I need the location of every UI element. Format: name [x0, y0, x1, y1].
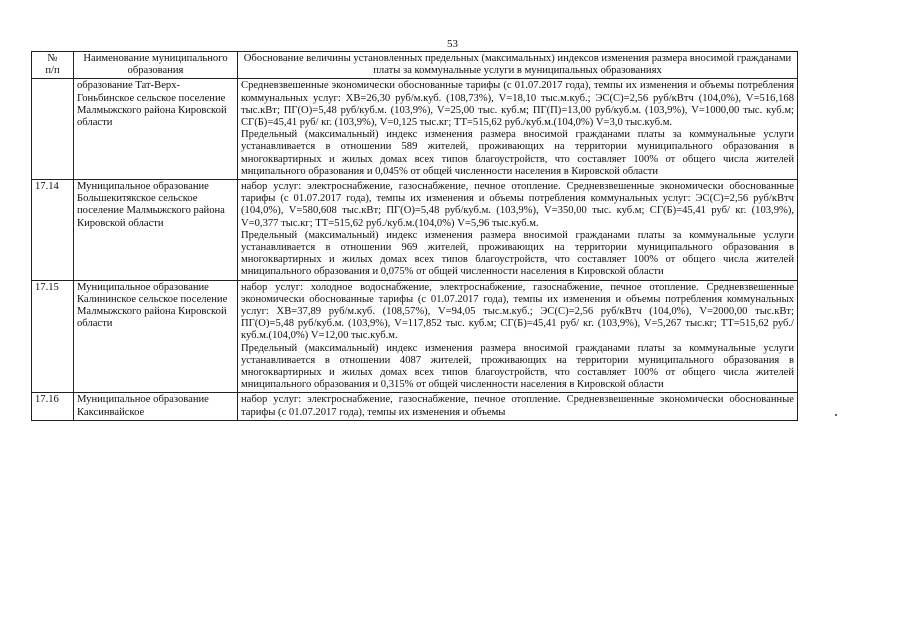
basis-tariffs: набор услуг: электроснабжение, газоснабжение, печное отопление. Средневзвешенные экономически обоснованные тарифы (с 01.07.2017 года), темпы их изменения и объемы — [241, 394, 794, 418]
row-basis — [238, 180, 798, 281]
scan-speck — [835, 414, 837, 416]
row-num: 17.14 — [32, 180, 74, 281]
header-num: № п/п — [32, 52, 74, 79]
table-row — [32, 79, 798, 180]
page-number: 53 — [447, 38, 458, 50]
row-name: Муниципальное образование Калининское сельское поселение Малмыжского района Кировской области — [74, 280, 238, 393]
basis-tariffs: Средневзвешенные экономически обоснованные тарифы (с 01.07.2017 года), темпы их изменения и объемы потребления коммунальных услуг: ХВ=26,30 руб/м.куб. (108,73%), V=18,10 тыс.м.куб.; ЭС(С)=2,56 руб/кВтч (104,0%), V=516,168 тыс.кВт; ПГ(О)=5,48 руб/куб.м. (103,9%), V=25,00 тыс. куб.м; ПГ(П)=13,00 руб/куб.м. (103,9%), V=1000,00 тыс. куб.м; СГ(Б)=45,41 руб/ кг. (103,9%), V=0,125 тыс.кг; ТТ=515,62 руб./куб.м.(104,0%) V=3,0 тыс.куб.м. — [241, 80, 794, 129]
tariff-table — [31, 51, 798, 421]
header-name: Наименование муниципального образования — [74, 52, 238, 79]
basis-tariffs: набор услуг: электроснабжение, газоснабжение, печное отопление. Средневзвешенные экономически обоснованные тарифы (с 01.07.2017 года), темпы их изменения и объемы потребления коммунальных услуг: ЭС(С)=2,56 руб/кВтч (104,0%), V=580,608 тыс.кВт; ПГ(О)=5,48 руб/куб.м. (103,9%), V=350,00 тыс. куб.м; СГ(Б)=45,41 руб/ кг. (103,9%), V=0,377 тыс.кг; ТТ=515,62 руб./куб.м.(104,0%) V=5,96 тыс.куб.м. — [241, 181, 794, 229]
row-name: Муниципальное образование Большекитякское сельское поселение Малмыжского района Кировской области — [74, 180, 238, 281]
row-basis — [238, 393, 798, 420]
table-row — [32, 393, 798, 420]
basis-index: Предельный (максимальный) индекс изменения размера вносимой гражданами платы за коммунальные услуги устанавливается в отношении 4087 жителей, проживающих на территории муниципального образования в многоквартирных и жилых домах всех типов благоустройств, что составляет 100% от общего числа жителей мниципального образования и 0,315% от общей численности населения в Кировской области — [241, 342, 794, 391]
basis-index: Предельный (максимальный) индекс изменения размера вносимой гражданами платы за коммунальные услуги устанавливается в отношении 969 жителей, проживающих на территории муниципального образования в многоквартирных и жилых домах всех типов благоустройств, что составляет 100% от общего числа жителей мниципального образования и 0,075% от общей численности населения в Кировской области — [241, 229, 794, 278]
table-row — [32, 180, 798, 281]
row-basis — [238, 79, 798, 180]
basis-index: Предельный (максимальный) индекс изменения размера вносимой гражданами платы за коммунальные услуги устанавливается в отношении 589 жителей, проживающих на территории муниципального образования в многоквартирных и жилых домах всех типов благоустройств, что составляет 100% от общего числа жителей мнципального образования и 0,045% от общей численности населения в Кировской области — [241, 129, 794, 177]
table-header-row — [32, 52, 798, 79]
table-row — [32, 280, 798, 393]
row-basis — [238, 280, 798, 393]
row-name: образование Тат-Верх-Гоньбинское сельское поселение Малмыжского района Кировской области — [74, 79, 238, 180]
row-num: 17.16 — [32, 393, 74, 420]
row-num: 17.15 — [32, 280, 74, 393]
row-name: Муниципальное образование Каксинвайское — [74, 393, 238, 420]
header-basis: Обоснование величины установленных предельных (максимальных) индексов изменения размера вносимой гражданами платы за коммунальные услуги в муниципальных образованиях — [238, 52, 798, 79]
basis-tariffs: набор услуг: холодное водоснабжение, электроснабжение, газоснабжение, печное отопление. Средневзвешенные экономически обоснованные тарифы (с 01.07.2017 года), темпы их изменения и объемы потребления коммунальных услуг: ХВ=37,89 руб/м.куб. (108,57%), V=94,05 тыс.м.куб.; ЭС(С)=2,56 руб/кВтч (104,0%), V=2000,00 тыс.кВт; ПГ(О)=5,48 руб/куб.м. (103,9%), V=117,852 тыс. куб.м; СГ(Б)=45,41 руб/ кг. (103,9%), V=5,267 тыс.кг; ТТ=515,62 руб./куб.м.(104,0%) V=12,00 тыс.куб.м. — [241, 281, 794, 342]
row-num — [32, 79, 74, 180]
